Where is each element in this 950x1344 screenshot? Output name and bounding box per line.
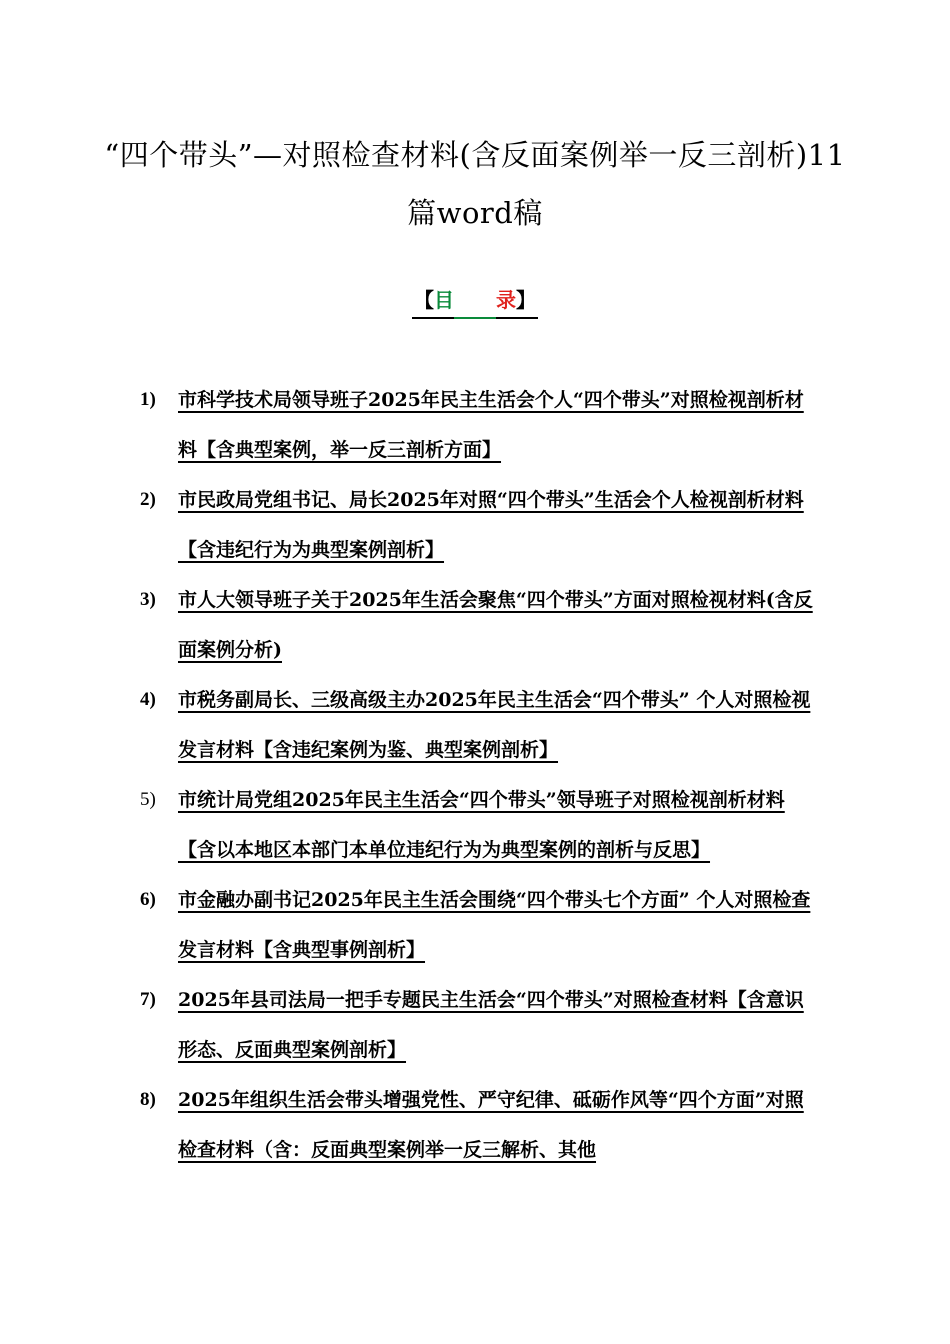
toc-item-link[interactable]: 市税务副局长、三级高级主办2025年民主生活会“四个带头” 个人对照检视发言材料【含违纪案例为鉴、典型案例剖析】 xyxy=(178,689,811,761)
toc-heading-open-bracket: 【 xyxy=(414,288,434,312)
toc-item-link[interactable]: 市民政局党组书记、局长2025年对照“四个带头”生活会个人检视剖析材料【含违纪行为为典型案例剖析】 xyxy=(178,489,804,561)
toc-item[interactable] xyxy=(140,1075,820,1175)
toc-item[interactable] xyxy=(140,475,820,575)
toc-heading-gap xyxy=(454,316,496,319)
toc-item-link[interactable]: 市人大领导班子关于2025年生活会聚焦“四个带头”方面对照检视材料(含反面案例分析) xyxy=(178,589,813,661)
toc-item-link[interactable]: 市科学技术局领导班子2025年民主生活会个人“四个带头”对照检视剖析材料【含典型案例，举一反三剖析方面】 xyxy=(178,389,804,461)
toc-item[interactable] xyxy=(140,875,820,975)
toc-item-number: 2) xyxy=(140,489,156,510)
toc-item-number: 1) xyxy=(140,389,156,410)
toc-list xyxy=(140,375,820,1175)
toc-item[interactable] xyxy=(140,375,820,475)
toc-heading xyxy=(0,284,950,319)
toc-item[interactable] xyxy=(140,575,820,675)
toc-item[interactable] xyxy=(140,975,820,1075)
toc-item-number: 8) xyxy=(140,1089,156,1110)
toc-item[interactable] xyxy=(140,675,820,775)
toc-heading-underline xyxy=(412,284,538,319)
toc-item-link[interactable]: 市统计局党组2025年民主生活会“四个带头”领导班子对照检视剖析材料【含以本地区本部门本单位违纪行为为典型案例的剖析与反思】 xyxy=(178,789,785,861)
document-title: “四个带头”—对照检查材料(含反面案例举一反三剖析)11篇word稿 xyxy=(104,138,846,230)
toc-item-number: 5) xyxy=(140,789,156,810)
toc-item-number: 4) xyxy=(140,689,156,710)
toc-item-link[interactable]: 2025年县司法局一把手专题民主生活会“四个带头”对照检查材料【含意识形态、反面典型案例剖析】 xyxy=(178,989,804,1061)
toc-item-number: 3) xyxy=(140,589,156,610)
toc-item-number: 7) xyxy=(140,989,156,1010)
toc-heading-char-lu: 录 xyxy=(496,288,516,312)
toc-item-link[interactable]: 2025年组织生活会带头增强党性、严守纪律、砥砺作风等“四个方面”对照检查材料（含：反面典型案例举一反三解析、其他 xyxy=(178,1089,804,1161)
toc-heading-close-bracket: 】 xyxy=(516,288,536,312)
toc-item[interactable] xyxy=(140,775,820,875)
toc-heading-char-mu: 目 xyxy=(434,288,454,312)
toc-item-link[interactable]: 市金融办副书记2025年民主生活会围绕“四个带头七个方面” 个人对照检查发言材料【含典型事例剖析】 xyxy=(178,889,811,961)
toc-item-number: 6) xyxy=(140,889,156,910)
